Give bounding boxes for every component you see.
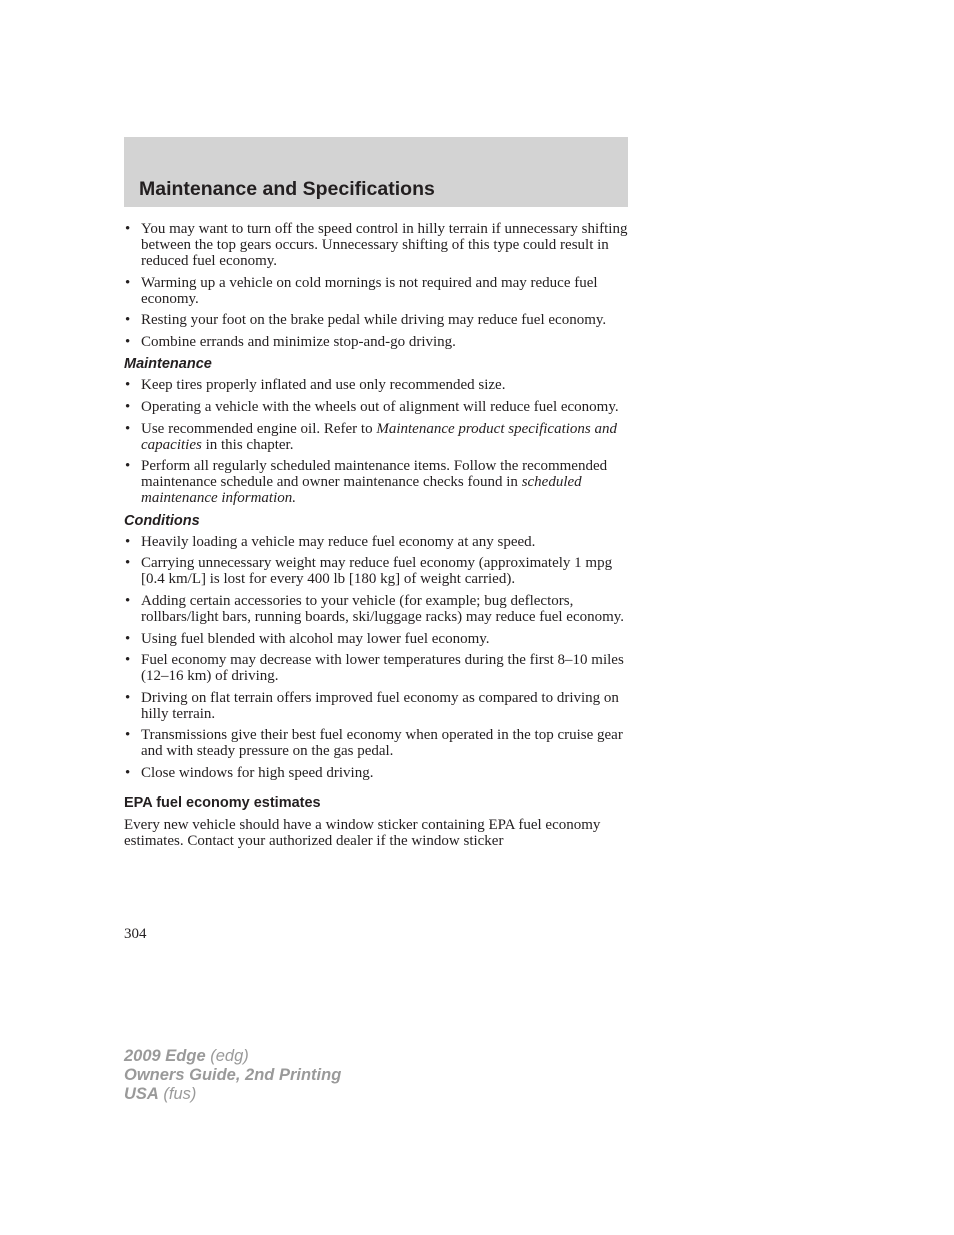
list-item: • Transmissions give their best fuel economy when operated in the top cruise gear and with steady pressure on the gas pedal. — [124, 727, 636, 759]
list-item: • Adding certain accessories to your vehicle (for example; bug deflectors, rollbars/light bars, running boards, ski/luggage racks) may reduce fuel economy. — [124, 593, 636, 625]
list-item: • Resting your foot on the brake pedal while driving may reduce fuel economy. — [124, 312, 636, 328]
list-item: • You may want to turn off the speed control in hilly terrain if unnecessary shifting between the top gears occurs. Unnecessary shifting of this type could result in reduced fuel economy. — [124, 221, 636, 269]
text-run: in this chapter. — [201, 436, 294, 453]
footer-guide: Owners Guide, 2nd Printing — [124, 1066, 342, 1084]
page-content — [124, 221, 636, 849]
list-item: • Operating a vehicle with the wheels out of alignment will reduce fuel economy. — [124, 399, 636, 415]
list-item: • Using fuel blended with alcohol may lower fuel economy. — [124, 631, 636, 647]
list-item: • Warming up a vehicle on cold mornings is not required and may reduce fuel economy. — [124, 275, 636, 307]
conditions-bullet-list — [124, 534, 636, 781]
document-footer — [124, 1047, 341, 1104]
list-item: • Keep tires properly inflated and use only recommended size. — [124, 377, 636, 393]
cross-reference-link: Maintenance product specifications and capacities — [141, 420, 617, 453]
intro-bullet-list — [124, 221, 636, 350]
list-item: • Combine errands and minimize stop-and-go driving. — [124, 334, 636, 350]
section-header-band — [124, 137, 628, 207]
text-run: Perform all regularly scheduled maintenance items. Follow the recommended maintenance schedule and owner maintenance checks found in — [141, 458, 608, 491]
footer-line-region — [124, 1085, 341, 1104]
footer-region: USA — [124, 1085, 159, 1103]
footer-model: 2009 Edge — [124, 1047, 206, 1065]
epa-heading: EPA fuel economy estimates — [124, 794, 321, 811]
footer-line-guide — [124, 1066, 341, 1085]
section-title: Maintenance and Specifications — [139, 178, 435, 200]
conditions-heading: Conditions — [124, 512, 200, 529]
list-item: • Close windows for high speed driving. — [124, 765, 636, 781]
list-item — [124, 421, 636, 453]
cross-reference-link: scheduled maintenance information. — [141, 474, 582, 507]
list-item: • Fuel economy may decrease with lower temperatures during the first 8–10 miles (12–16 km) of driving. — [124, 652, 636, 684]
footer-region-code: (fus) — [158, 1085, 197, 1103]
footer-line-model — [124, 1047, 341, 1066]
list-item: • Driving on flat terrain offers improved fuel economy as compared to driving on hilly terrain. — [124, 690, 636, 722]
epa-paragraph: Every new vehicle should have a window sticker containing EPA fuel economy estimates. Contact your authorized dealer if the window sticker — [124, 816, 601, 849]
footer-model-code: (edg) — [205, 1047, 249, 1065]
list-item — [124, 458, 636, 506]
list-item: • Carrying unnecessary weight may reduce fuel economy (approximately 1 mpg [0.4 km/L] is lost for every 400 lb [180 kg] of weight carried). — [124, 555, 636, 587]
text-run: Use recommended engine oil. Refer to — [141, 420, 377, 437]
maintenance-heading: Maintenance — [124, 356, 212, 373]
list-item: • Heavily loading a vehicle may reduce fuel economy at any speed. — [124, 534, 636, 550]
page-number: 304 — [124, 926, 147, 942]
maintenance-bullet-list — [124, 377, 636, 506]
